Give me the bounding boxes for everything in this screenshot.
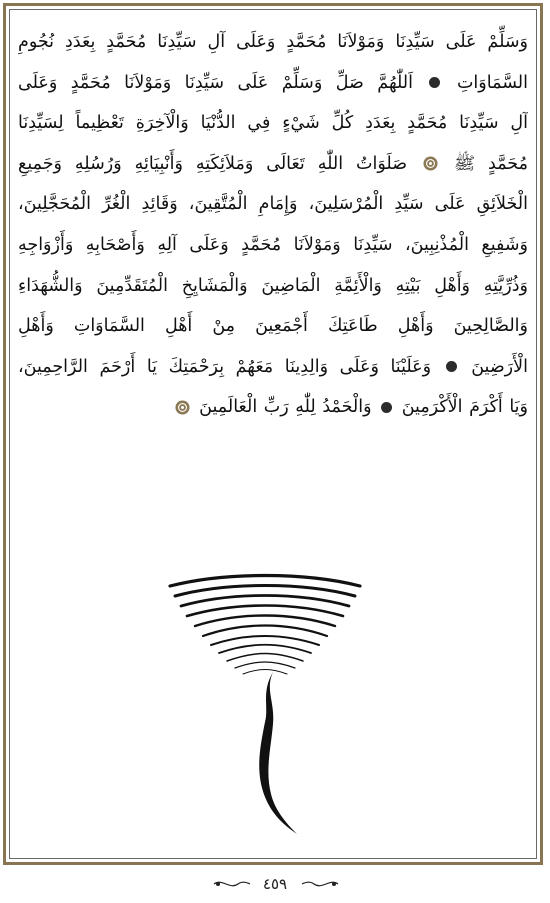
prayer-text — [18, 22, 528, 428]
bullet-icon — [429, 77, 440, 88]
text-line-9: الْأَرَضِينَ وَعَلَيْنَا وَعَلَى وَالِدِينَا مَعَهُمْ بِرَحْمَتِكَ يَا أَرْحَمَ الرَّاحِمِينَ، — [18, 356, 528, 377]
text-line-7: وَذُرِّيَّتِهِ وَأَهْلِ بَيْتِهِ وَالْأَئِمَّةِ الْمَاضِينَ وَالْمَشَايِخِ الْمُتَقَدِّمِينَ وَالشُّهَدَاءِ — [18, 275, 528, 296]
bullet-icon — [381, 402, 392, 413]
text-line-6: وَشَفِيعِ الْمُذْنِبِينَ، سَيِّدِنَا وَمَوْلاَنَا مُحَمَّدٍ وَعَلَى آلِهِ وَأَصْحَابِهِ وَأَزْوَاجِهِ — [18, 234, 528, 255]
end-ornament-icon — [165, 572, 365, 842]
page-footer — [0, 872, 550, 898]
text-line-3: آلِ سَيِّدِنَا مُحَمَّدٍ بِعَدَدِ كُلِّ شَيْءٍ فِي الدُّنْيَا وَالْآخِرَةِ تَعْظِيماً لِسَيِّدِنَا — [18, 113, 528, 134]
rosette-icon — [423, 156, 438, 171]
flourish-right-icon — [300, 876, 340, 892]
bullet-icon — [446, 361, 457, 372]
text-line-1: وَسَلِّمْ عَلَى سَيِّدِنَا وَمَوْلاَنَا مُحَمَّدٍ وَعَلَى آلِ سَيِّدِنَا مُحَمَّدٍ بِعَدَدِ نُجُومِ — [18, 32, 528, 52]
rosette-icon — [175, 400, 190, 415]
text-line-4: مُحَمَّدٍ ﷺ صَلَوَاتُ اللّٰهِ تَعَالَى وَمَلاَئِكَتِهِ وَأَنْبِيَائِهِ وَرُسُلِهِ وَجَمِيعِ — [18, 153, 528, 174]
page-number: ٤٥٩ — [262, 875, 288, 893]
text-line-2: السَّمَاوَاتِ اَللّٰهُمَّ صَلِّ وَسَلِّمْ عَلَى سَيِّدِنَا وَمَوْلاَنَا مُحَمَّدٍ وَعَلَى — [18, 72, 528, 93]
text-line-10: وَيَا أَكْرَمَ الْأَكْرَمِينَ وَالْحَمْدُ لِلّٰهِ رَبِّ الْعَالَمِينَ — [18, 387, 528, 428]
text-line-8: وَالصَّالِحِينَ وَأَهْلِ طَاعَتِكَ أَجْمَعِينَ مِنْ أَهْلِ السَّمَاوَاتِ وَأَهْلِ — [18, 316, 528, 337]
text-line-5: الْخَلاَئِقِ عَلَى سَيِّدِ الْمُرْسَلِينَ، وَإِمَامِ الْمُتَّقِينَ، وَقَائِدِ الْغُرِّ الْمُحَجَّلِينَ، — [18, 194, 528, 215]
